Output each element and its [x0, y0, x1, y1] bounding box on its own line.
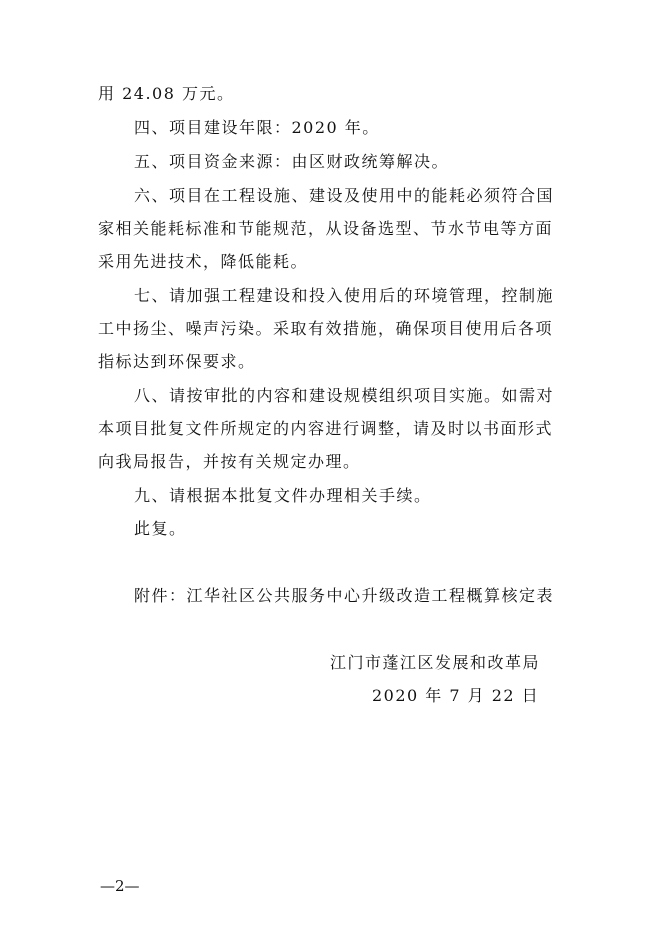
section-seven-line-2: 工中扬尘、噪声污染。采取有效措施，确保项目使用后各项	[98, 319, 554, 338]
attachment-line: 附件：江华社区公共服务中心升级改造工程概算核定表	[134, 586, 555, 605]
issuer-name: 江门市蓬江区发展和改革局	[330, 653, 541, 672]
issue-date: 2020 年 7 月 22 日	[372, 686, 540, 705]
section-eight-line-3: 向我局报告，并按有关规定办理。	[98, 452, 361, 471]
section-four: 四、项目建设年限：2020 年。	[134, 118, 380, 137]
section-six-line-3: 采用先进技术，降低能耗。	[98, 252, 309, 271]
page-number: —2—	[100, 877, 140, 895]
section-seven-line-1: 七、请加强工程建设和投入使用后的环境管理，控制施	[134, 286, 555, 305]
section-eight-line-2: 本项目批复文件所规定的内容进行调整，请及时以书面形式	[98, 419, 554, 438]
section-seven-line-3: 指标达到环保要求。	[98, 352, 256, 371]
section-six-line-2: 家相关能耗标准和节能规范，从设备选型、节水节电等方面	[98, 219, 554, 238]
section-eight-line-1: 八、请按审批的内容和建设规模组织项目实施。如需对	[134, 386, 555, 405]
section-five: 五、项目资金来源：由区财政统筹解决。	[134, 152, 450, 171]
body-line-1: 用 24.08 万元。	[98, 84, 235, 103]
closing-remark: 此复。	[134, 519, 187, 538]
section-six-line-1: 六、项目在工程设施、建设及使用中的能耗必须符合国	[134, 186, 555, 205]
section-nine: 九、请根据本批复文件办理相关手续。	[134, 486, 432, 505]
